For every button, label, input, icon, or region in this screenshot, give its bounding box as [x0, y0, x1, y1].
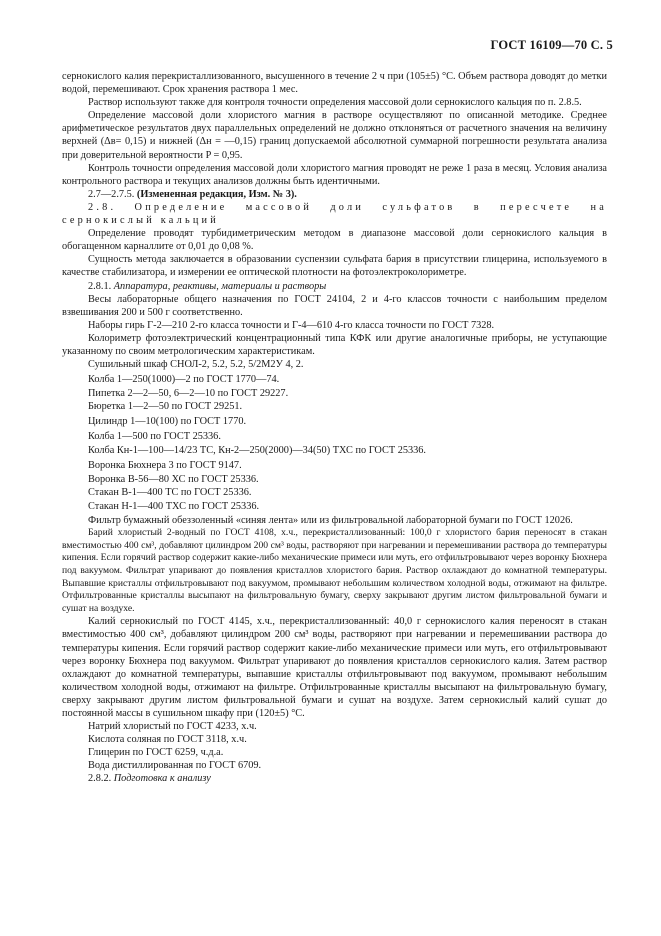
list-item: Цилиндр 1—10(100) по ГОСТ 1770. — [88, 415, 247, 427]
paragraph: Сущность метода заключается в образовании суспензии сульфата бария в присутствии глицерина, используемого в качестве стабилизатора, и измерении ее оптической плотности на фотоэлектроколориметре. — [62, 254, 607, 279]
page-header: ГОСТ 16109—70 С. 5 — [490, 38, 613, 52]
clause-number: 2.8.2. — [88, 773, 114, 785]
subsection-heading — [62, 772, 607, 785]
list-item: Глицерин по ГОСТ 6259, ч.д.а. — [88, 747, 224, 759]
subsection-title: Подготовка к анализу — [113, 773, 211, 785]
paragraph: Определение массовой доли хлористого магния в растворе осуществляют по описанной методике. Среднее арифметическое результатов двух параллельных определений не должно отклоняться от расчетного значения на величину верхней (Δв= 0,15) и нижней (Δн = —0,15) границ допускаемой абсолютной суммарной погрешности результата анализа при доверительной вероятности P = 0,95. — [62, 110, 607, 161]
list-item: Колориметр фотоэлектрический концентрационный типа КФК или другие аналогичные приборы, не уступающие указанному по своим метрологическим характеристикам. — [62, 332, 607, 357]
subsection-title: Аппаратура, реактивы, материалы и растворы — [113, 280, 327, 292]
subsection-heading — [62, 280, 607, 293]
list-item: Колба Кн-1—100—14/23 ТС, Кн-2—250(2000)—34(50) ТХС по ГОСТ 25336. — [88, 445, 427, 457]
list-item: Стакан Н-1—400 ТХС по ГОСТ 25336. — [88, 500, 260, 512]
amendment-note — [62, 188, 607, 201]
list-item: Пипетка 2—2—50, 6—2—10 по ГОСТ 29227. — [88, 388, 289, 400]
list-item: Кислота соляная по ГОСТ 3118, х.ч. — [88, 734, 247, 746]
list-item: Стакан В-1—400 ТС по ГОСТ 25336. — [88, 487, 252, 499]
list-item: Натрий хлористый по ГОСТ 4233, х.ч. — [88, 721, 257, 733]
paragraph: Контроль точности определения массовой доли хлористого магния проводят не реже 1 раза в месяц. Условия анализа контрольного раствора и текущих анализов должны быть идентичными. — [62, 162, 607, 187]
paragraph: Раствор используют также для контроля точности определения массовой доли сернокислого кальция по п. 2.8.5. — [88, 97, 582, 109]
list-item: Сушильный шкаф СНОЛ-2, 5.2, 5.2, 5/2М2У 4, 2. — [88, 359, 304, 371]
list-item: Воронка Бюхнера 3 по ГОСТ 9147. — [88, 459, 242, 471]
clause-number: 2.7—2.7.5. — [88, 188, 137, 200]
list-item: Колба 1—250(1000)—2 по ГОСТ 1770—74. — [88, 373, 280, 385]
amendment-label: (Измененная редакция, Изм. № 3). — [136, 188, 297, 200]
list-item: Весы лабораторные общего назначения по ГОСТ 24104, 2 и 4-го классов точности с наибольшим пределом взвешивания 200 и 500 г соответственно. — [62, 293, 607, 318]
paragraph: Барий хлористый 2-водный по ГОСТ 4108, х.ч., перекристаллизованный: 100,0 г хлористого бария переносят в стакан вместимостью 400 см³, добавляют цилиндром 200 см³ воды, растворяют при нагревании и перемешивании раствора до температуры кипения. Если горячий раствор содержит какие-либо механические примеси или муть, его отфильтровывают через воронку Бюхнера под вакуумом. Фильтрат упаривают до появления кристаллов хлористого бария. Раствор охлаждают до комнатной температуры. Выпавшие кристаллы отфильтровывают под вакуумом, промывают небольшим количеством холодной воды, отжимают на фильтре. Отфильтрованные кристаллы высыпают на фильтровальную бумагу, сверху закрывают другим листом фильтровальной бумаги и сушат на воздухе. — [62, 527, 607, 614]
paragraph: Определение проводят турбидиметрическим методом в диапазоне массовой доли сернокислого кальция в обогащенном карналлите от 0,01 до 0,08 %. — [62, 228, 607, 253]
list-item: Вода дистиллированная по ГОСТ 6709. — [88, 760, 262, 772]
paragraph: сернокислого калия перекристаллизованного, высушенного в течение 2 ч при (105±5) °С. Объем раствора доводят до метки водой, перемешивают. Срок хранения раствора 1 мес. — [62, 71, 607, 96]
clause-number: 2.8.1. — [88, 280, 114, 292]
list-item: Воронка В-56—80 ХС по ГОСТ 25336. — [88, 474, 259, 486]
list-item: Колба 1—500 по ГОСТ 25336. — [88, 430, 221, 442]
list-item: Наборы гирь Г-2—210 2-го класса точности и Г-4—610 4-го класса точности по ГОСТ 7328. — [88, 319, 495, 331]
list-item: Бюретка 1—2—50 по ГОСТ 29251. — [88, 401, 243, 413]
list-item: Фильтр бумажный обеззоленный «синяя лента» или из фильтровальной лабораторной бумаги по ГОСТ 12026. — [88, 515, 573, 527]
document-body — [62, 70, 607, 786]
section-heading: 2.8. Определение массовой доли сульфатов в пересчете на сернокислый кальций — [62, 201, 607, 227]
paragraph: Калий сернокислый по ГОСТ 4145, х.ч., перекристаллизованный: 40,0 г сернокислого калия переносят в стакан вместимостью 400 см³, добавляют цилиндром 200 см³ воды, растворяют при нагревании и перемешивании раствора до температуры кипения. Если горячий раствор содержит какие-либо механические примеси или муть, его отфильтровывают через воронку Бюхнера под вакуумом. Фильтрат упаривают до появления кристаллов сернокислого калия. Затем раствор охлаждают до комнатной температуры, выпавшие кристаллы отфильтровывают под вакуумом, промывают небольшим количеством холодной воды, отжимают на фильтре. Отфильтрованные кристаллы высыпают на фильтровальную бумагу, сверху закрывают другим листом фильтровальной бумаги и сушат на воздухе. Затем сернокислый калий сушат до постоянной массы в сушильном шкафу при (120±5) °С. — [62, 616, 607, 719]
